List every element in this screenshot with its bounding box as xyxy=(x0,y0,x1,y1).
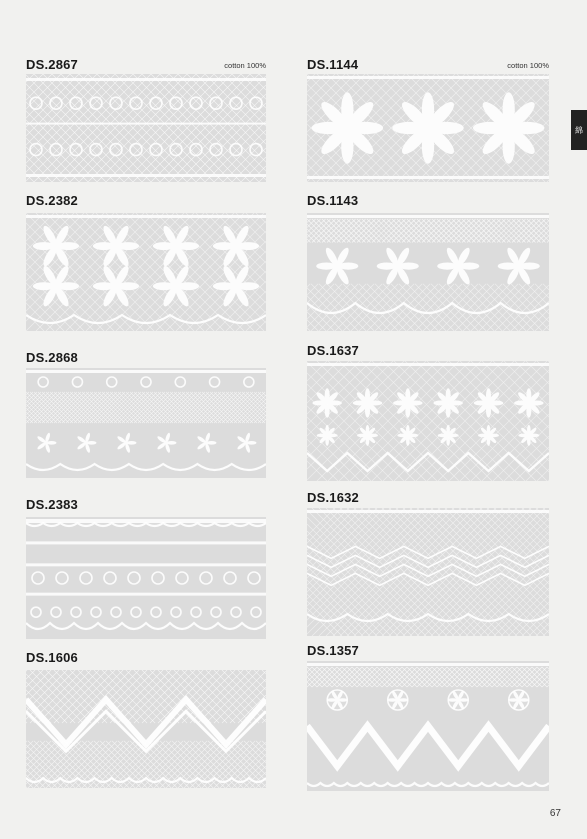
lace-item-ds1357 xyxy=(307,643,549,793)
lace-swatch xyxy=(26,74,266,182)
page-number: 67 xyxy=(549,808,561,819)
lace-swatch xyxy=(26,368,266,478)
lace-item-ds1143 xyxy=(307,193,549,333)
lace-item-ds2383 xyxy=(26,497,266,642)
lace-item-ds1144 xyxy=(307,57,549,182)
lace-item-ds2867 xyxy=(26,57,266,182)
category-tab: 綿 xyxy=(571,110,587,150)
lace-swatch xyxy=(307,361,549,481)
lace-code: DS.1632 xyxy=(307,490,359,505)
lace-material: cotton 100% xyxy=(507,61,549,70)
lace-swatch xyxy=(307,213,549,331)
lace-code: DS.1637 xyxy=(307,343,359,358)
lace-item-ds1632 xyxy=(307,490,549,640)
lace-code: DS.1144 xyxy=(307,57,359,72)
lace-swatch xyxy=(26,517,266,639)
lace-code: DS.1606 xyxy=(26,650,78,665)
lace-item-ds2382 xyxy=(26,193,266,333)
lace-item-ds1637 xyxy=(307,343,549,483)
lace-code: DS.2867 xyxy=(26,57,78,72)
lace-code: DS.2382 xyxy=(26,193,78,208)
lace-item-ds1606 xyxy=(26,650,266,790)
lace-code: DS.2383 xyxy=(26,497,78,512)
lace-swatch xyxy=(26,670,266,788)
lace-swatch xyxy=(307,661,549,791)
lace-swatch xyxy=(307,74,549,182)
lace-code: DS.2868 xyxy=(26,350,78,365)
lace-code: DS.1143 xyxy=(307,193,359,208)
lace-swatch xyxy=(26,213,266,331)
lace-swatch xyxy=(307,508,549,636)
lace-code: DS.1357 xyxy=(307,643,359,658)
lace-material: cotton 100% xyxy=(224,61,266,70)
lace-item-ds2868 xyxy=(26,350,266,480)
